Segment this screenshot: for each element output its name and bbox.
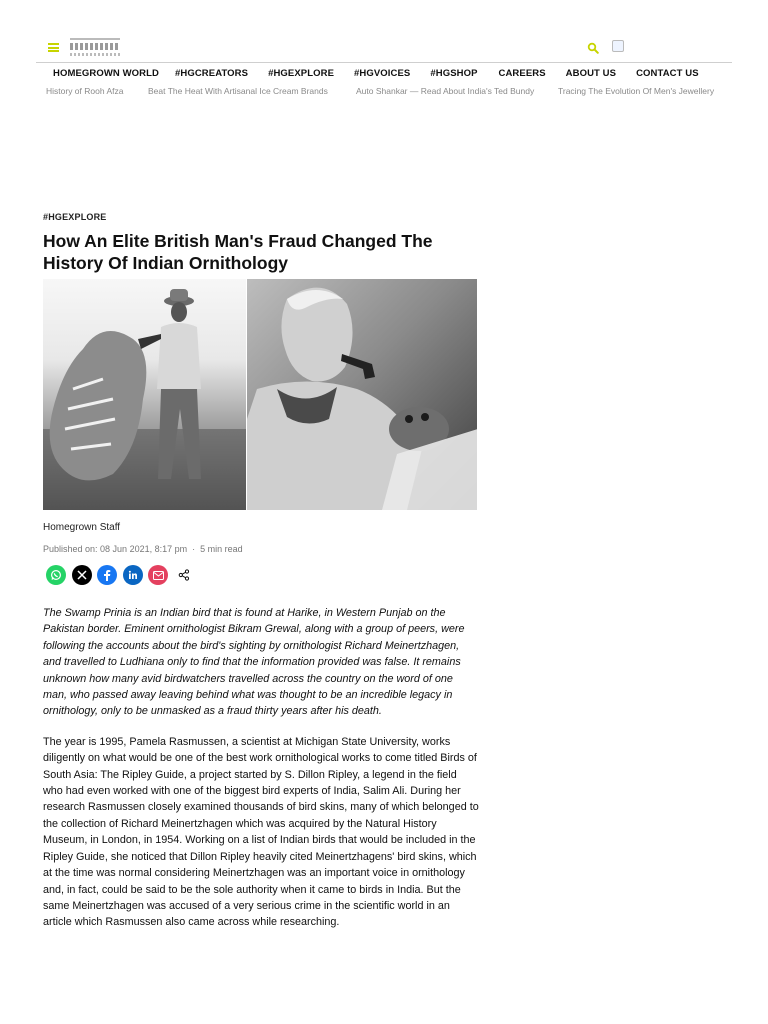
article-body	[43, 605, 479, 945]
photo-man-holding-birds	[43, 279, 246, 510]
nav-item-hgcreators[interactable]: #HGCREATORS	[175, 67, 249, 79]
article-header	[43, 212, 483, 274]
hamburger-menu-icon[interactable]	[48, 43, 59, 52]
share-icon	[178, 569, 190, 581]
email-icon	[153, 571, 164, 580]
nav-item-hgvoices[interactable]: #HGVOICES	[354, 67, 411, 79]
publish-date: Published on: 08 Jun 2021, 8:17 pm	[43, 544, 188, 554]
hero-image	[43, 279, 477, 510]
search-icon[interactable]	[587, 42, 599, 54]
main-navigation	[36, 63, 732, 83]
nav-item-contact-us[interactable]: CONTACT US	[636, 67, 699, 79]
share-bar	[46, 565, 199, 585]
share-linkedin-button[interactable]	[123, 565, 143, 585]
trending-link[interactable]: History of Rooh Afza	[46, 86, 124, 96]
site-logo[interactable]	[70, 38, 120, 58]
facebook-icon	[102, 569, 112, 581]
article-title: How An Elite British Man's Fraud Changed The History Of Indian Ornithology	[43, 231, 433, 273]
trending-link[interactable]: Beat The Heat With Artisanal Ice Cream Brands	[148, 86, 328, 96]
nav-item-homegrown-world[interactable]: HOMEGROWN WORLD	[53, 67, 159, 79]
article-lead-paragraph: The Swamp Prinia is an Indian bird that is found at Harike, in Western Punjab on the Pakistan border. Eminent ornithologist Bikram Grewal, along with a group of peers, were following the accounts about the bird's sighting by ornithologist Richard Meinertzhagen, and travelled to Ludhiana only to find that the information provided was false. It remains unknown how many avid birdwatchers travelled across the country on the word of one man, who passed away leaving behind what was thought to be an incredible legacy in ornithology, only to be unmasked as a fraud thirty years after his death.	[43, 607, 465, 718]
nav-item-hgexplore[interactable]: #HGEXPLORE	[268, 67, 335, 79]
author-name[interactable]: Homegrown Staff	[43, 522, 121, 533]
share-facebook-button[interactable]	[97, 565, 117, 585]
x-twitter-icon	[77, 570, 87, 580]
top-header	[36, 34, 732, 63]
trending-links	[36, 86, 736, 100]
share-email-button[interactable]	[148, 565, 168, 585]
nav-item-hgshop[interactable]: #HGSHOP	[430, 67, 478, 79]
share-whatsapp-button[interactable]	[46, 565, 66, 585]
profile-image-icon[interactable]	[612, 40, 624, 52]
read-time: 5 min read	[200, 544, 243, 554]
nav-item-about-us[interactable]: ABOUT US	[565, 67, 617, 79]
category-tag[interactable]: #HGEXPLORE	[43, 212, 107, 222]
photo-man-with-pipe-and-owl	[247, 279, 477, 510]
nav-item-careers[interactable]: CAREERS	[498, 67, 546, 79]
whatsapp-icon	[50, 569, 62, 581]
separator: ·	[192, 544, 196, 554]
publish-info	[43, 544, 243, 554]
trending-link[interactable]: Tracing The Evolution Of Men's Jewellery	[558, 86, 715, 96]
article-paragraph: The year is 1995, Pamela Rasmussen, a scientist at Michigan State University, works diligently on what would be one of the best work ornithological works to come titled Birds of South Asia: The Ripley Guide, a project started by S. Dillon Ripley, a legend in the field who had even worked with one of the biggest bird experts of India, Salim Ali. During her research Rasmussen closely examined thousands of bird skins, many of which belonged to the collection of Richard Meinertzhagen which was acquired by the Natural History Museum, in London, in 1954. Working on a list of Indian birds that would be included in the Ripley Guide, she noticed that Dillon Ripley heavily cited Meinertzhagens' bird skins, which at the time was normal considering Meinertzhagen was an important voice in ornithology and, in fact, could be said to be the sole authority when it came to birds in India. But the same Meinertzhagen was accused of a very serious crime in the scientific world in an article which Rasmussen also came across while researching.	[43, 735, 479, 929]
share-x-button[interactable]	[72, 565, 92, 585]
share-more-button[interactable]	[174, 565, 194, 585]
linkedin-icon	[128, 570, 138, 580]
trending-link[interactable]: Auto Shankar — Read About India's Ted Bundy	[356, 86, 535, 96]
